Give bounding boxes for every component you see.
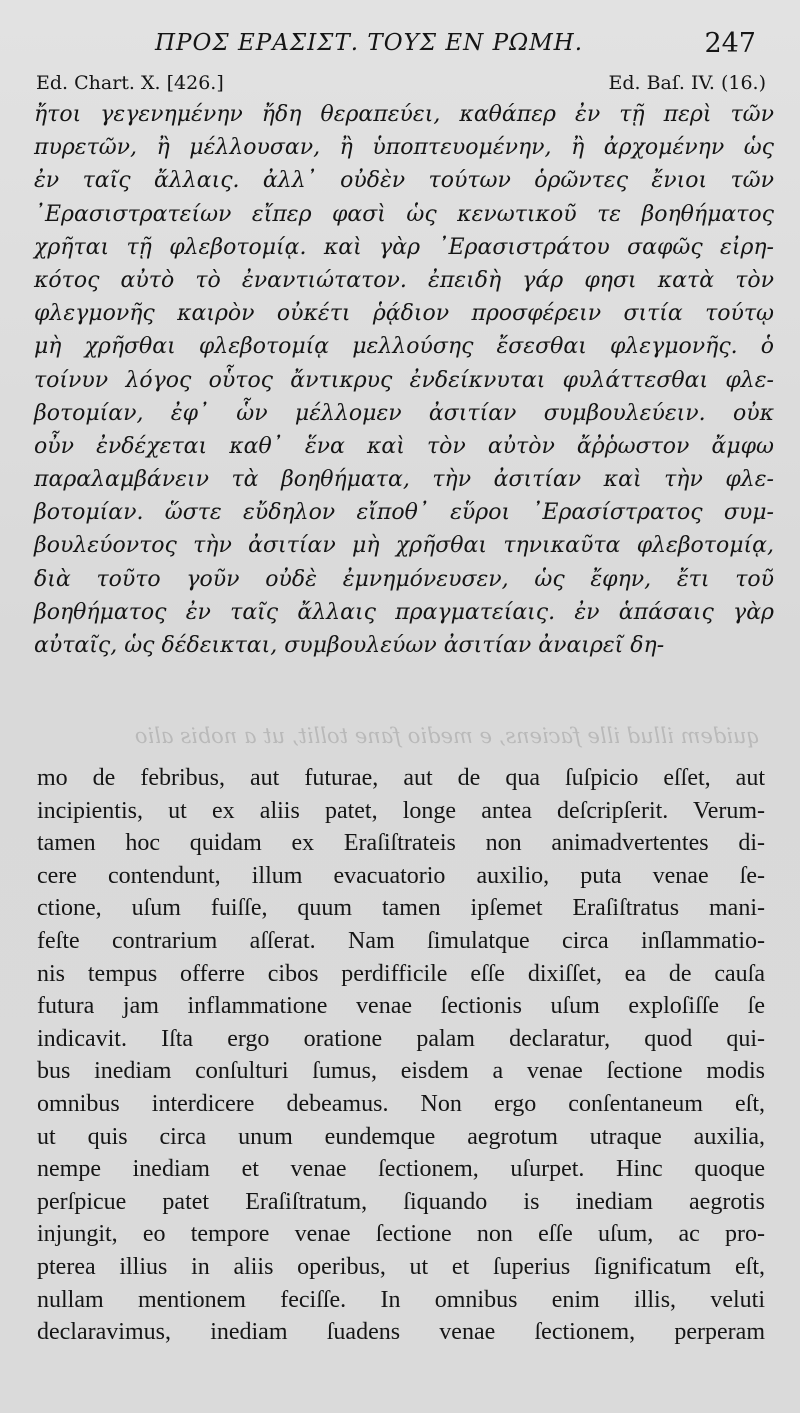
edition-basel-ref: Ed. Baſ. IV. (16.): [608, 72, 766, 94]
latin-line: mo de febribus, aut futurae, aut de qua ſuſpicio eſſet, aut: [37, 765, 765, 791]
greek-line: βοτομίαν, ἐφ᾽ ὧν μέλλομεν ἀσιτίαν συμβουλεύειν. οὐκ: [34, 400, 774, 426]
greek-line: μὴ χρῆσθαι φλεβοτομίᾳ μελλούσης ἔσεσθαι φλεγμονῆς. ὁ: [34, 334, 774, 360]
edition-chartier-ref: Ed. Chart. X. [426.]: [36, 72, 224, 94]
bleed-through-text: quidem illud ille faciens, e medio fane tollit, ut a nobis alio: [134, 724, 760, 748]
latin-line: ctione, uſum fuiſſe, quum tamen ipſemet Eraſiſtratus mani-: [37, 895, 765, 922]
latin-line: tamen hoc quidam ex Eraſiſtrateis non animadvertentes di-: [37, 830, 765, 857]
latin-line: futura jam inflammatione venae ſectionis uſum exploſiſſe ſe: [37, 993, 765, 1020]
greek-line: ᾽Ερασιστρατείων εἴπερ φασὶ ὡς κενωτικοῦ τε βοηθήματος: [34, 201, 774, 227]
greek-line: ἤτοι γεγενημένην ἤδη θεραπεύει, καθάπερ ἐν τῇ περὶ τῶν: [34, 102, 774, 127]
latin-line: cere contendunt, illum evacuatorio auxilio, puta venae ſe-: [37, 862, 765, 889]
greek-line: τοίνυν λόγος οὗτος ἄντικρυς ἐνδείκνυται φυλάττεσθαι φλε-: [34, 367, 774, 393]
running-head: [0, 28, 800, 68]
greek-line: βοηθήματος ἐν ταῖς ἄλλαις πραγματείαις. ἐν ἁπάσαις γὰρ: [34, 599, 774, 625]
greek-line: βουλεύοντος τὴν ἀσιτίαν μὴ χρῆσθαι τηνικαῦτα φλεβοτομίᾳ,: [34, 533, 774, 559]
latin-line: nullam mentionem feciſſe. In omnibus enim illis, veluti: [37, 1286, 765, 1313]
latin-line: ut quis circa unum eundemque aegrotum utraque auxilia,: [37, 1123, 765, 1150]
greek-line: χρῆται τῇ φλεβοτομίᾳ. καὶ γὰρ ᾽Ερασιστράτου σαφῶς εἰρη-: [34, 234, 774, 260]
latin-line: feſte contrarium aſſerat. Nam ſimulatque circa inſlammatio-: [37, 927, 765, 954]
greek-line: διὰ τοῦτο γοῦν οὐδὲ ἐμνημόνευσεν, ὡς ἔφην, ἔτι τοῦ: [34, 566, 774, 592]
greek-line: ἐν ταῖς ἄλλαις. ἀλλ᾽ οὐδὲν τούτων ὁρῶντες ἔνιοι τῶν: [34, 168, 774, 194]
greek-text-block: [34, 98, 774, 662]
latin-line: nis tempus offerre cibos perdifficile eſſe dixiſſet, ea de cauſa: [37, 960, 765, 987]
latin-line: nempe inediam et venae ſectionem, uſurpet. Hinc quoque: [37, 1156, 765, 1183]
greek-line: πυρετῶν, ἢ μέλλουσαν, ἢ ὑποπτευομένην, ἢ ἀρχομένην ὡς: [34, 135, 774, 161]
greek-line: βοτομίαν. ὥστε εὔδηλον εἴποθ᾽ εὕροι ᾽Ερασίστρατος συμ-: [34, 500, 774, 526]
latin-line: perſpicue patet Eraſiſtratum, ſiquando is inediam aegrotis: [37, 1188, 765, 1215]
running-head-title: ΠΡΟΣ ΕΡΑΣΙΣΤ. ΤΟΥΣ ΕΝ ΡΩΜΗ.: [155, 30, 584, 56]
latin-line: declaravimus, inediam ſuadens venae ſectionem, perperam: [37, 1319, 765, 1346]
latin-line: pterea illius in aliis operibus, ut et ſuperius ſignificatum eſt,: [37, 1253, 765, 1280]
latin-line: incipientis, ut ex aliis patet, longe antea deſcripſerit. Verum-: [37, 797, 765, 824]
latin-text-block: [37, 762, 765, 1349]
greek-line: οὖν ἐνδέχεται καθ᾽ ἕνα καὶ τὸν αὐτὸν ἄῤῥωστον ἄμφω: [34, 433, 774, 459]
greek-line: κότος αὐτὸ τὸ ἐναντιώτατον. ἐπειδὴ γάρ φησι κατὰ τὸν: [34, 267, 774, 293]
latin-line: omnibus interdicere debeamus. Non ergo conſentaneum eſt,: [37, 1090, 765, 1117]
greek-line: φλεγμονῆς καιρὸν οὐκέτι ῥᾴδιον προσφέρειν σιτία τούτῳ: [34, 301, 774, 327]
page-number: 247: [704, 28, 756, 59]
latin-line: bus inediam conſulturi ſumus, eisdem a venae ſectione modis: [37, 1058, 765, 1085]
greek-line: παραλαμβάνειν τὰ βοηθήματα, τὴν ἀσιτίαν καὶ τὴν φλε-: [34, 467, 774, 493]
latin-line: indicavit. Iſta ergo oratione palam declaratur, quod qui-: [37, 1025, 765, 1052]
latin-line: injungit, eo tempore venae ſectione non eſſe uſum, ac pro-: [37, 1221, 765, 1248]
greek-line: αὐταῖς, ὡς δέδεικται, συμβουλεύων ἀσιτίαν ἀναιρεῖ δη-: [34, 633, 665, 658]
